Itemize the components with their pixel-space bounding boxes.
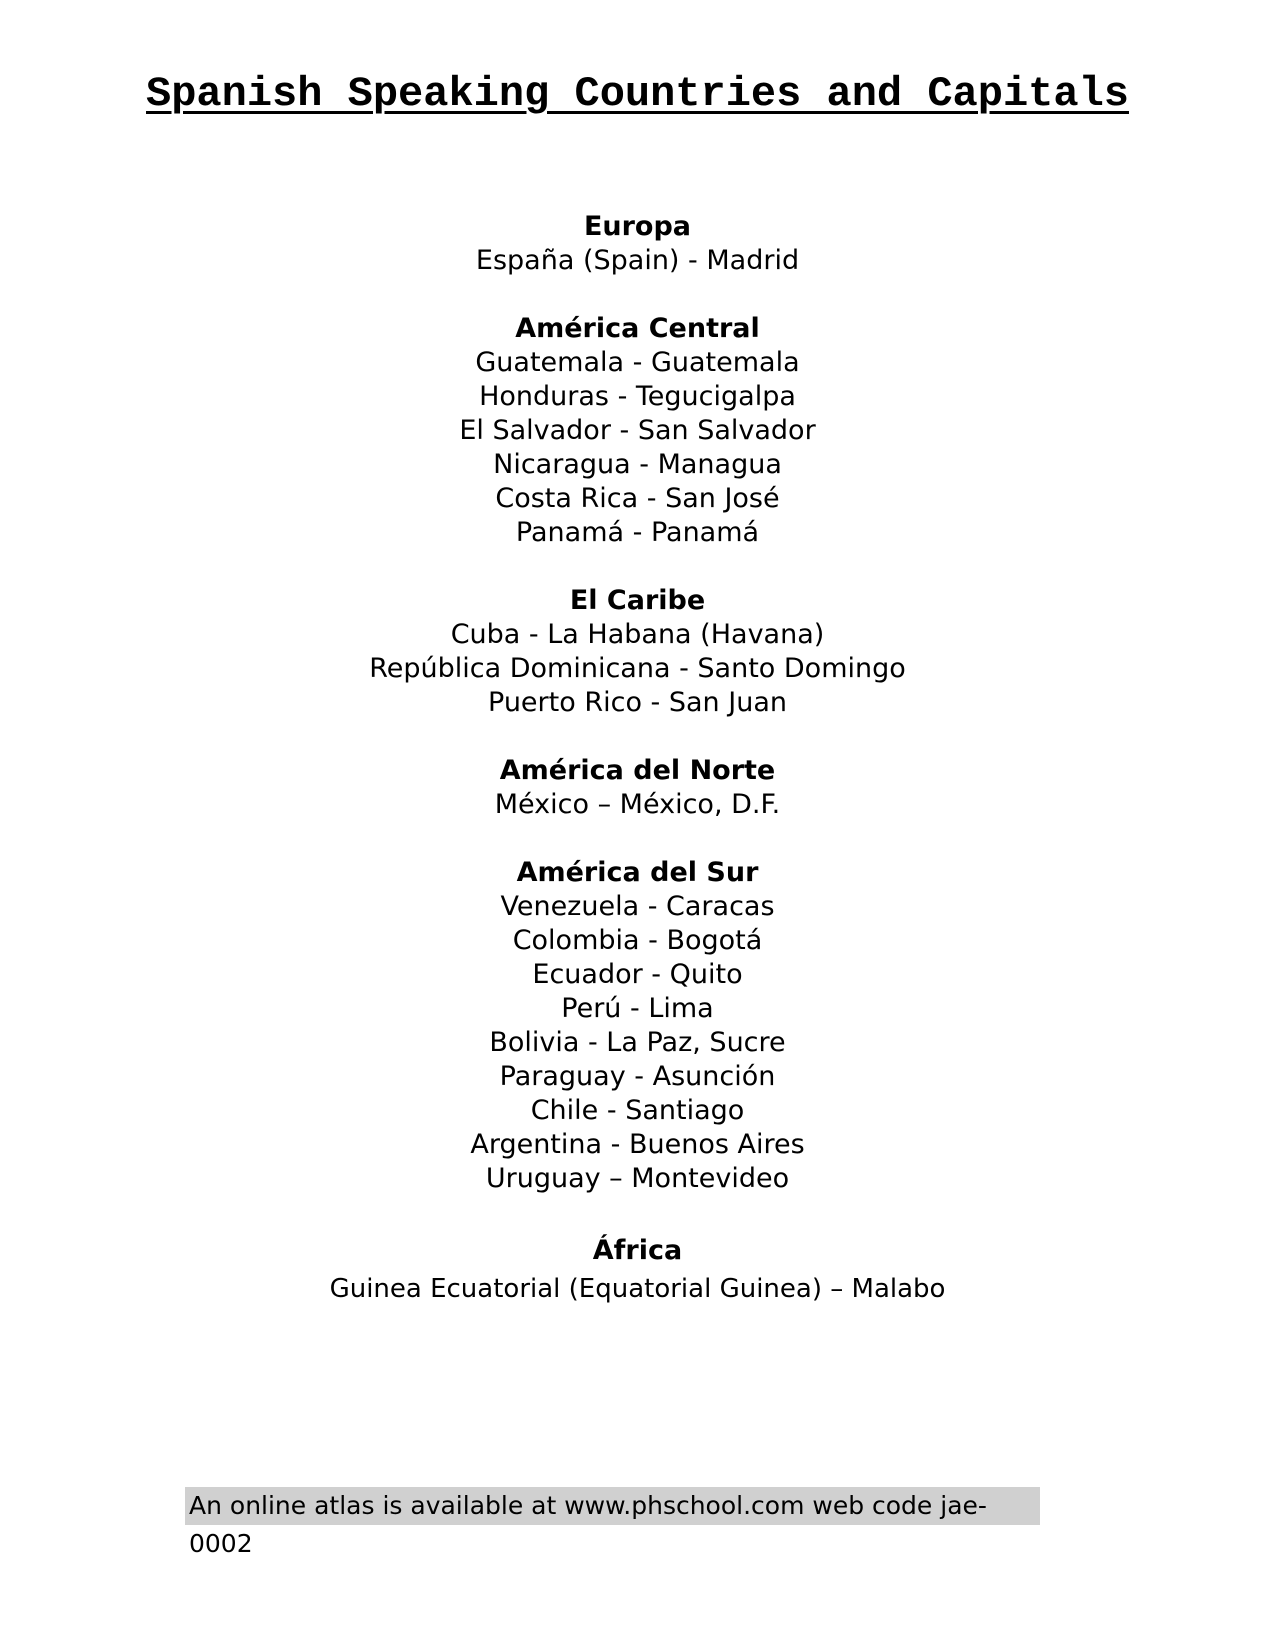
country-capital-entry: México – México, D.F. [494, 789, 781, 820]
regions-list [0, 210, 1275, 1230]
country-capital-entry: Honduras - Tegucigalpa [479, 381, 796, 412]
country-capital-entry: Venezuela - Caracas [500, 891, 775, 922]
page-title-text: Spanish Speaking Countries and Capitals [146, 70, 1129, 118]
country-capital-entry: Guinea Ecuatorial (Equatorial Guinea) – Malabo [329, 1274, 946, 1304]
country-capital-entry: Cuba - La Habana (Havana) [450, 619, 825, 650]
region-america-del-sur [0, 856, 1275, 1196]
atlas-note: An online atlas is available at www.phschool.com web code jae-0002 [185, 1487, 1040, 1525]
region-heading: Europa [583, 211, 692, 242]
region-heading: El Caribe [569, 585, 706, 616]
country-capital-entry: Guatemala - Guatemala [475, 347, 800, 378]
country-capital-entry: Perú - Lima [561, 993, 714, 1024]
country-capital-entry: Nicaragua - Managua [493, 449, 782, 480]
region-heading: América Central [515, 313, 760, 344]
region-heading: América del Norte [499, 755, 776, 786]
country-capital-entry: España (Spain) - Madrid [475, 245, 800, 276]
page-title [0, 68, 1275, 120]
country-capital-entry: Puerto Rico - San Juan [488, 687, 787, 718]
country-capital-entry: Costa Rica - San José [495, 483, 780, 514]
country-capital-entry: Paraguay - Asunción [499, 1061, 776, 1092]
region-africa [0, 1232, 1275, 1308]
country-capital-entry: Argentina - Buenos Aires [470, 1129, 805, 1160]
country-capital-entry: El Salvador - San Salvador [459, 415, 816, 446]
country-capital-entry: Uruguay – Montevideo [485, 1163, 790, 1194]
country-capital-entry: Ecuador - Quito [532, 959, 743, 990]
region-america-central [0, 312, 1275, 550]
country-capital-entry: Chile - Santiago [530, 1095, 745, 1126]
region-america-del-norte [0, 754, 1275, 822]
country-capital-entry: Bolivia - La Paz, Sucre [489, 1027, 786, 1058]
region-heading: África [592, 1235, 683, 1266]
region-heading: América del Sur [516, 857, 759, 888]
region-europa [0, 210, 1275, 278]
region-el-caribe [0, 584, 1275, 720]
country-capital-entry: República Dominicana - Santo Domingo [369, 653, 906, 684]
country-capital-entry: Panamá - Panamá [515, 517, 760, 548]
country-capital-entry: Colombia - Bogotá [512, 925, 763, 956]
